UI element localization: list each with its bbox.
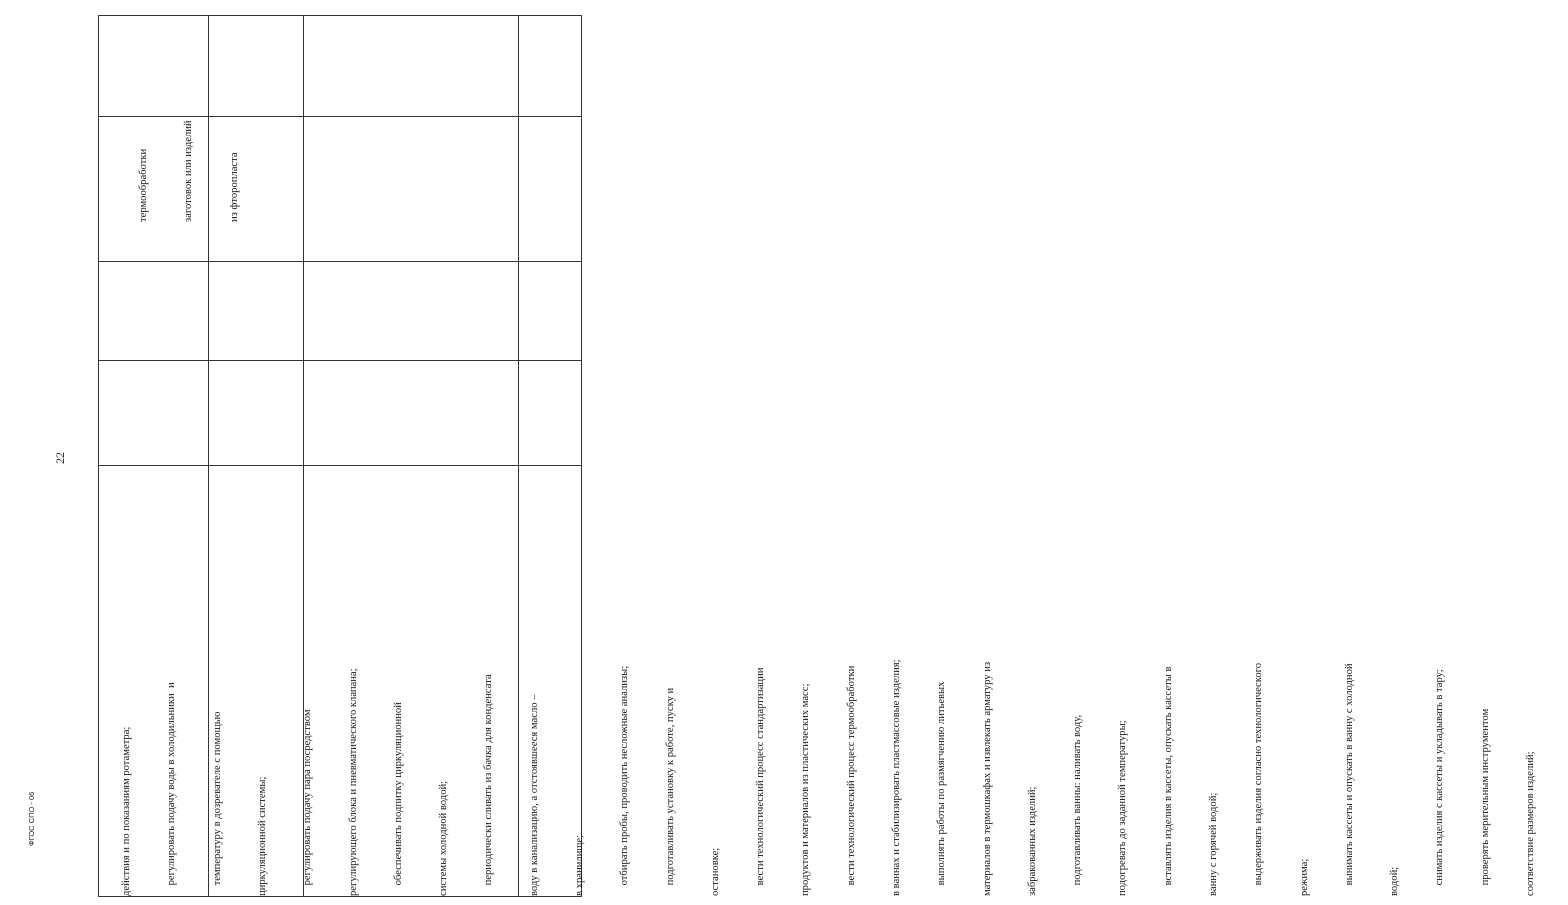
cell-line: проверять мерительным инструментом	[1479, 708, 1491, 896]
column-divider-1	[98, 116, 582, 117]
cell-line: вести технологический процесс стандартизации	[755, 667, 767, 896]
cell-line: регулировать подачу пара посредством	[302, 709, 314, 896]
cell-line: из фторопласта	[228, 152, 240, 222]
cell-line: действия и по показаниям ротаметра;	[121, 726, 133, 896]
cell-line: обеспечивать подпитку циркуляционной	[392, 702, 404, 896]
cell-line: режима;	[1298, 858, 1310, 896]
cell-line: забракованных изделий;	[1026, 786, 1038, 896]
table-border-bottom	[98, 896, 582, 897]
cell-line: материалов в термошкафах и извлекать арматуру из	[981, 661, 993, 896]
cell-line: в ваннах и стабилизировать пластмассовые изделия;	[890, 659, 902, 896]
column-divider-3	[98, 360, 582, 361]
cell-line: периодически сливать из бачка для конденсата	[483, 674, 495, 896]
cell-line: подготавливать ванны: наливать воду,	[1072, 714, 1084, 896]
cell-line: заготовок или изделий	[183, 120, 195, 222]
cell-line: продуктов и материалов из пластических масс;	[800, 683, 812, 896]
cell-line: воду в канализацию, а отстоявшееся масло –	[528, 694, 540, 896]
cell-line: регулировать подачу воды в холодильники и	[166, 682, 178, 896]
cell-line: отбирать пробы, проводить несложные анализы;	[619, 665, 631, 896]
cell-line: регулирующего блока и пневматического клапана;	[347, 668, 359, 896]
cell-line: подготавливать установку к работе, пуску и	[664, 687, 676, 896]
cell-line: циркуляционной системы;	[257, 776, 269, 896]
cell-line: выполнять работы по размягчению литьевых	[936, 681, 948, 896]
cell-line: температуру в дозревателе с помощью	[211, 711, 223, 896]
cell-line: ванну с горячей водой;	[1207, 792, 1219, 896]
cell-column2-text	[106, 92, 240, 222]
cell-line: в хранилище;	[574, 834, 585, 896]
page-number: 22	[53, 452, 67, 464]
cell-line: вести технологический процесс термообработки	[845, 665, 857, 896]
column-divider-2	[98, 261, 582, 262]
cell-line: остановке;	[709, 847, 721, 896]
cell-line: подогревать до заданной температуры;	[1117, 720, 1129, 896]
cell-line: вставлять изделия в кассеты, опускать кассеты в	[1162, 666, 1174, 896]
cell-column4-text	[89, 410, 1536, 896]
table-border-top	[98, 15, 582, 16]
cell-line: вынимать кассеты и опускать в ванну с холодной	[1343, 663, 1355, 896]
cell-line: соответствие размеров изделий;	[1524, 751, 1536, 896]
footer-code: ФГОС СПО - 06	[27, 791, 36, 846]
cell-line: системы холодной водой;	[438, 780, 450, 896]
cell-line: выдерживать изделия согласно технологического	[1253, 662, 1265, 896]
cell-line: термообработки	[138, 148, 150, 222]
cell-line: снимать изделия с кассеты и укладывать в тару;	[1434, 669, 1446, 896]
cell-line: водой;	[1389, 866, 1401, 896]
